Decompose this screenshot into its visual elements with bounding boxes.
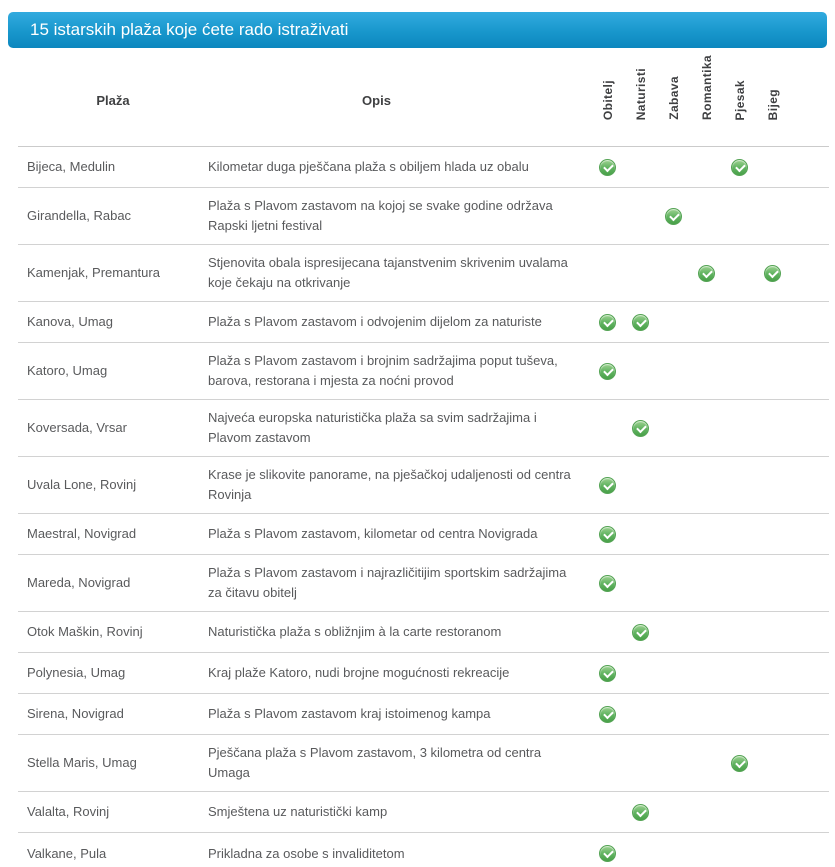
check-icon [632, 420, 649, 437]
beach-name: Katoro, Umag [27, 363, 108, 378]
beach-name: Valkane, Pula [27, 845, 107, 861]
table-row [18, 735, 829, 792]
beach-name: Maestral, Novigrad [27, 526, 137, 541]
beach-name: Bijeca, Medulin [27, 159, 116, 174]
beach-table [18, 48, 829, 867]
category-label: Zabava [666, 76, 681, 120]
check-icon [731, 755, 748, 772]
table-row [18, 555, 829, 612]
beach-name: Otok Maškin, Rovinj [27, 624, 143, 639]
check-cell-obitelj [591, 363, 624, 380]
beach-description: Prikladna za osobe s invaliditetom [208, 845, 405, 861]
category-label: Pjesak [732, 79, 747, 120]
table-row [18, 188, 829, 245]
column-header-obitelj [591, 80, 624, 146]
beach-name: Uvala Lone, Rovinj [27, 477, 137, 492]
beach-name: Polynesia, Umag [27, 665, 126, 680]
check-cell-naturisti [624, 624, 657, 641]
column-header-romantika [690, 55, 723, 146]
table-row [18, 694, 829, 735]
beach-description: Plaža s Plavom zastavom i najrazličitijim sportskim sadržajima za čitavu obitelj [208, 565, 567, 600]
column-header-description: Opis [362, 93, 391, 108]
check-icon [599, 314, 616, 331]
beach-name: Mareda, Novigrad [27, 575, 131, 590]
beach-name: Kamenjak, Premantura [27, 265, 160, 280]
beach-name: Sirena, Novigrad [27, 706, 124, 721]
category-label: Obitelj [600, 79, 615, 120]
check-cell-pjesak [723, 159, 756, 176]
check-icon [599, 477, 616, 494]
table-row [18, 302, 829, 343]
beach-description: Plaža s Plavom zastavom na kojoj se svake godine održava Rapski ljetni festival [208, 198, 553, 233]
column-header-zabava [657, 76, 690, 146]
check-icon [632, 314, 649, 331]
category-label: Naturisti [633, 67, 648, 120]
table-row [18, 612, 829, 653]
column-header-pjesak [723, 80, 756, 146]
beach-description: Plaža s Plavom zastavom, kilometar od centra Novigrada [208, 526, 538, 541]
check-icon [632, 804, 649, 821]
check-cell-obitelj [591, 314, 624, 331]
table-row [18, 245, 829, 302]
beach-description: Krase je slikovite panorame, na pješačkoj udaljenosti od centra Rovinja [208, 467, 571, 502]
beach-description: Plaža s Plavom zastavom kraj istoimenog kampa [208, 706, 491, 721]
column-header-beach: Plaža [96, 93, 130, 108]
check-cell-obitelj [591, 526, 624, 543]
check-icon [698, 265, 715, 282]
beach-name: Kanova, Umag [27, 314, 113, 329]
category-label: Romantika [699, 55, 714, 120]
check-icon [599, 845, 616, 862]
table-body [18, 147, 829, 867]
check-cell-romantika [690, 265, 723, 282]
beach-description: Plaža s Plavom zastavom i brojnim sadržajima poput tuševa, barova, restorana i mjesta za noćni provod [208, 353, 558, 388]
check-cell-obitelj [591, 159, 624, 176]
check-icon [599, 526, 616, 543]
beach-description: Stjenovita obala ispresijecana tajanstvenim skrivenim uvalama koje čekaju na otkrivanje [208, 255, 568, 290]
check-cell-naturisti [624, 804, 657, 821]
beach-name: Koversada, Vrsar [27, 420, 127, 435]
beach-description: Najveća europska naturistička plaža sa svim sadržajima i Plavom zastavom [208, 410, 537, 445]
beach-description: Plaža s Plavom zastavom i odvojenim dijelom za naturiste [208, 314, 542, 329]
check-icon [599, 575, 616, 592]
beach-description: Naturistička plaža s obližnjim à la carte restoranom [208, 624, 502, 639]
column-header-bijeg [756, 89, 789, 146]
table-row [18, 400, 829, 457]
check-cell-pjesak [723, 755, 756, 772]
check-cell-naturisti [624, 314, 657, 331]
table-row [18, 792, 829, 833]
table-row [18, 833, 829, 867]
beach-description: Kraj plaže Katoro, nudi brojne mogućnosti rekreacije [208, 665, 510, 680]
check-cell-obitelj [591, 845, 624, 862]
beach-description: Smještena uz naturistički kamp [208, 804, 388, 819]
check-cell-obitelj [591, 706, 624, 723]
check-cell-obitelj [591, 575, 624, 592]
check-icon [599, 706, 616, 723]
check-cell-obitelj [591, 477, 624, 494]
beach-name: Stella Maris, Umag [27, 755, 137, 770]
check-cell-zabava [657, 208, 690, 225]
table-row [18, 343, 829, 400]
check-icon [731, 159, 748, 176]
beach-description: Pješčana plaža s Plavom zastavom, 3 kilometra od centra Umaga [208, 745, 542, 780]
page-title: 15 istarskih plaža koje ćete rado istraživati [8, 12, 827, 48]
category-label: Bijeg [765, 88, 780, 120]
beach-description: Kilometar duga pješčana plaža s obiljem hlada uz obalu [208, 159, 529, 174]
check-cell-bijeg [756, 265, 789, 282]
check-icon [599, 159, 616, 176]
table-row [18, 457, 829, 514]
beach-name: Girandella, Rabac [27, 208, 132, 223]
check-icon [632, 624, 649, 641]
column-header-naturisti [624, 68, 657, 146]
check-cell-naturisti [624, 420, 657, 437]
table-row [18, 147, 829, 188]
check-icon [764, 265, 781, 282]
table-row [18, 653, 829, 694]
check-icon [665, 208, 682, 225]
check-icon [599, 665, 616, 682]
beach-name: Valalta, Rovinj [27, 804, 110, 819]
check-cell-obitelj [591, 665, 624, 682]
table-row [18, 514, 829, 555]
table-header-row [18, 48, 829, 147]
check-icon [599, 363, 616, 380]
